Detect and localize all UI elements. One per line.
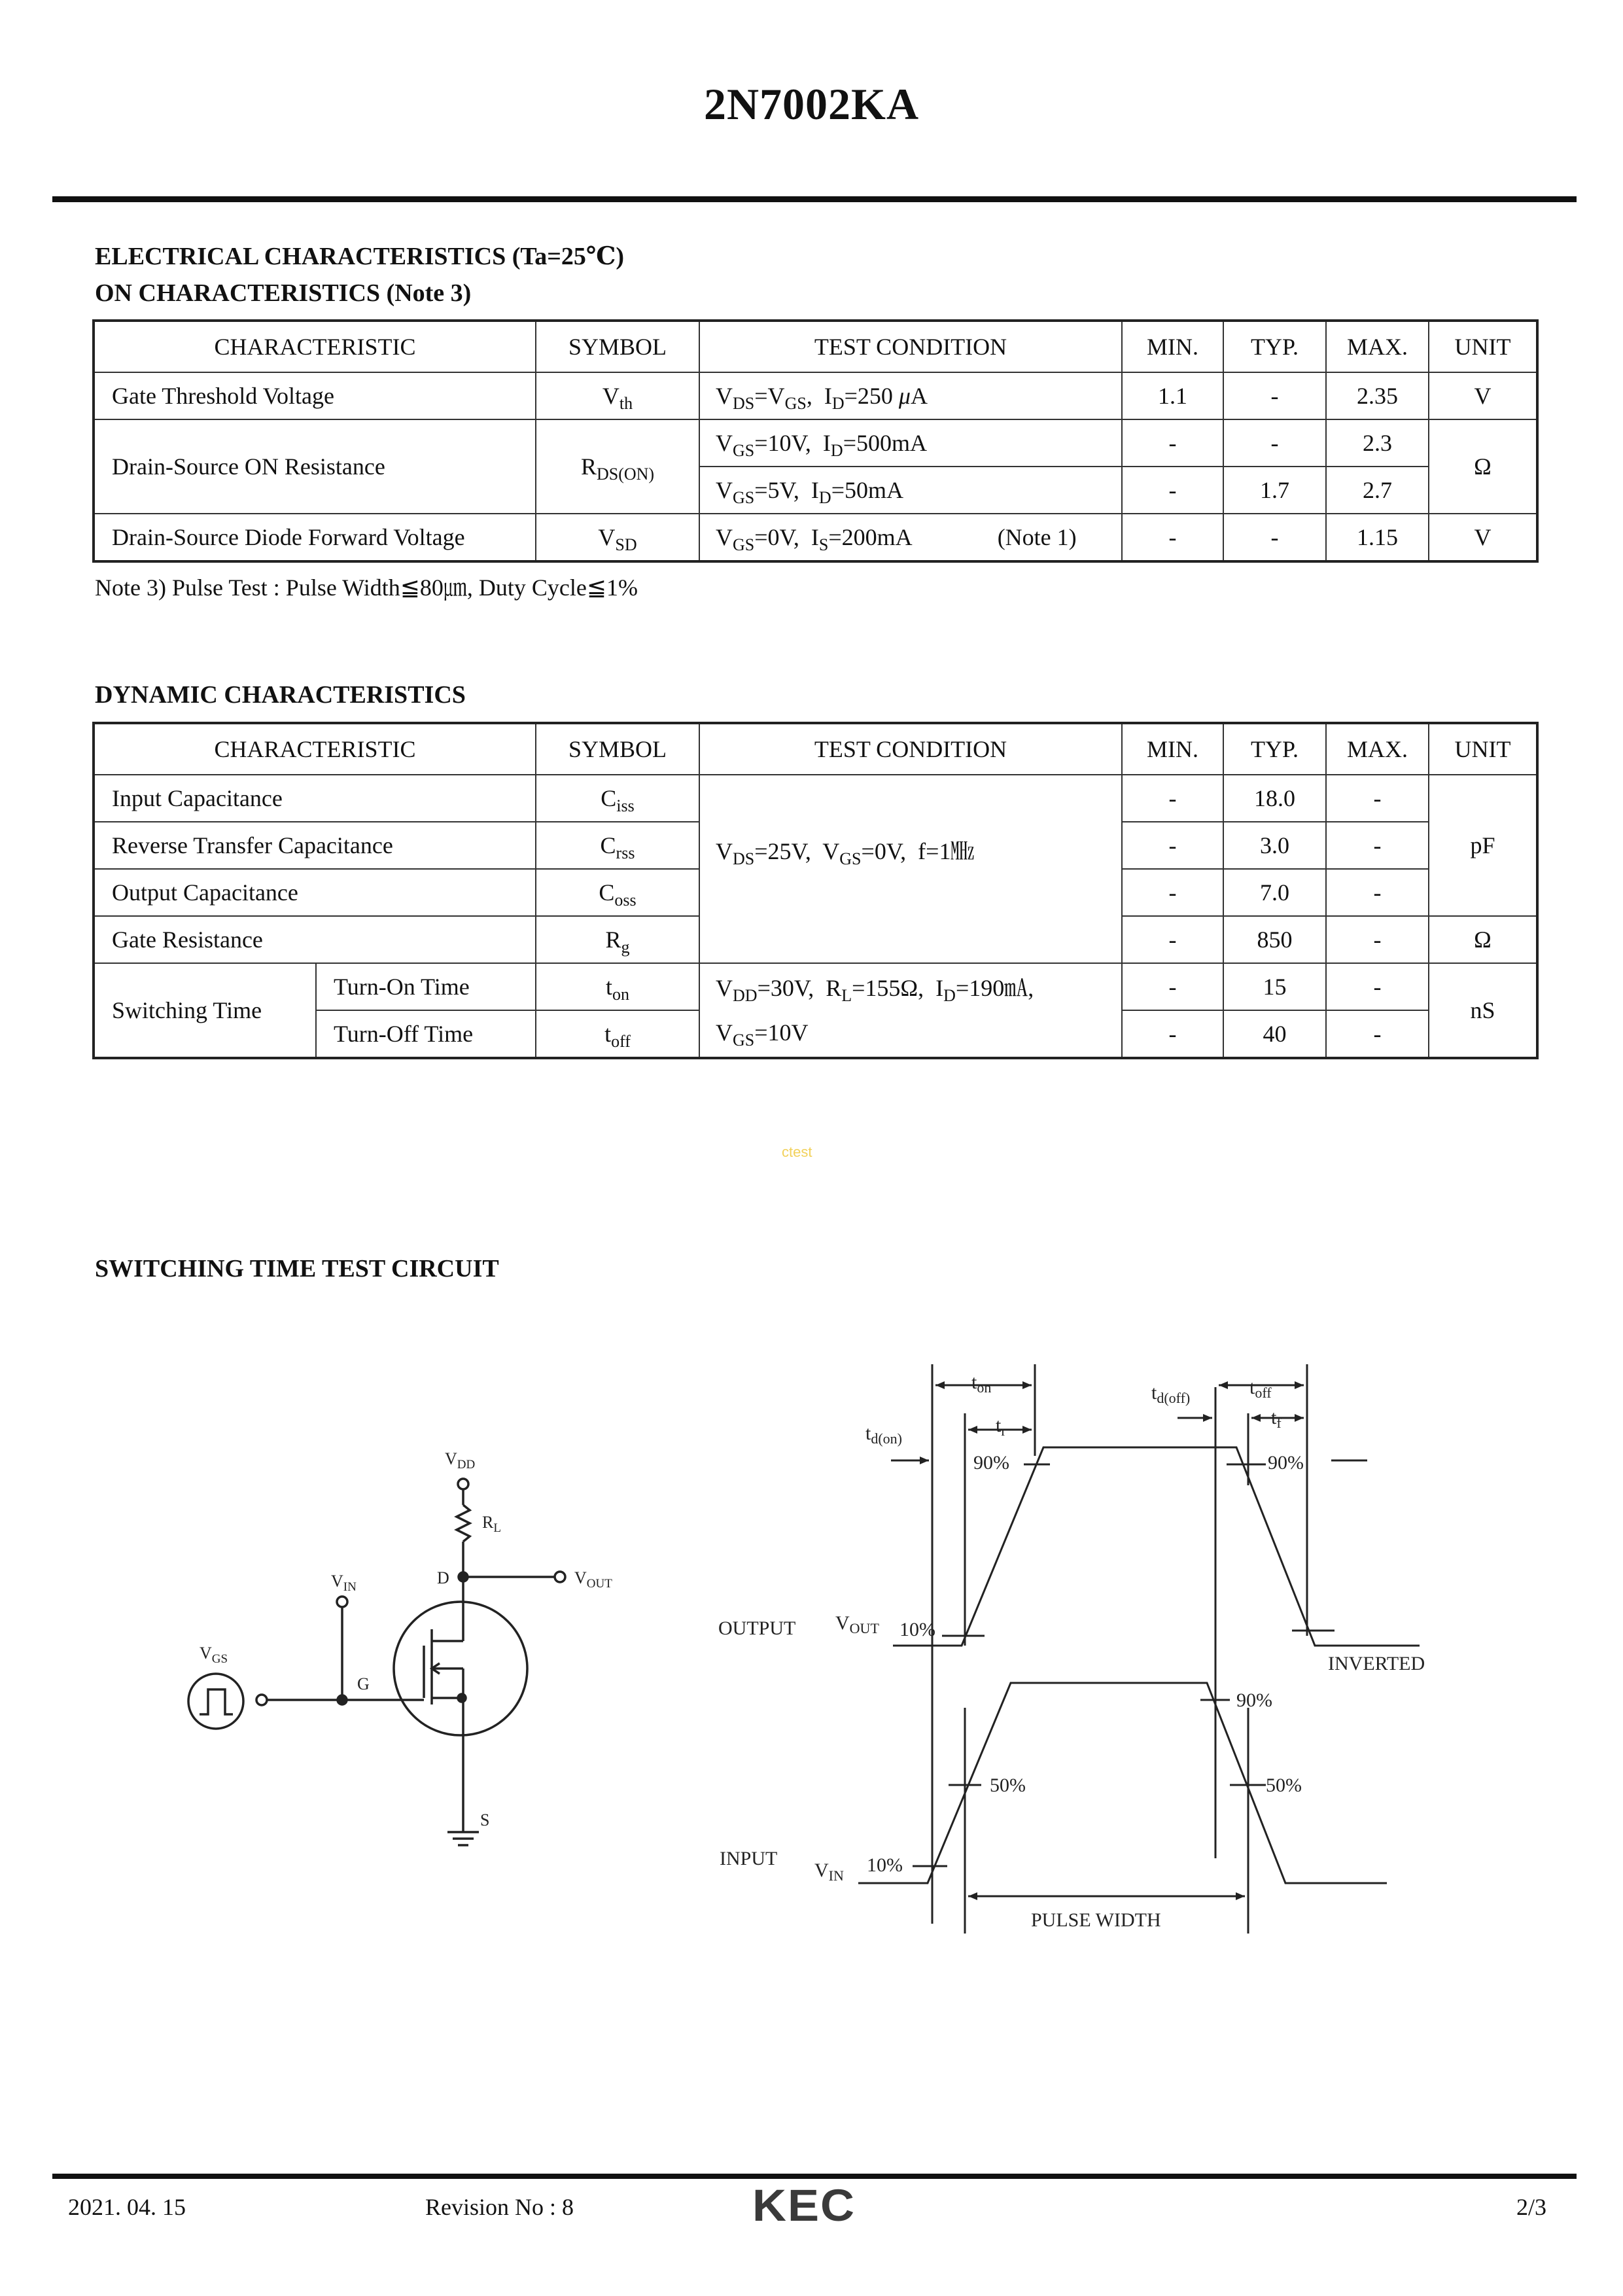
unit-value: pF (1429, 775, 1537, 916)
svg-text:toff: $t_{off}$ (1249, 1377, 1272, 1401)
symbol: $C_{oss}$ (536, 869, 699, 916)
max-value: - (1326, 963, 1429, 1010)
circuit-title: SWITCHING TIME TEST CIRCUIT (95, 1255, 499, 1282)
footer-revision: Revision No : 8 (425, 2194, 574, 2220)
footer-date: 2021. 04. 15 (68, 2194, 186, 2220)
min-value: - (1122, 822, 1223, 869)
typ-value: 1.7 (1223, 467, 1326, 514)
input-waveform (858, 1683, 1387, 1883)
pulse-test-note: Note 3) Pulse Test : Pulse Width≦80㎛, Duty Cycle≦1% (95, 574, 638, 601)
max-value: - (1326, 822, 1429, 869)
max-value: 2.3 (1326, 419, 1429, 467)
col-test-condition: TEST CONDITION (699, 723, 1122, 775)
min-value: - (1122, 775, 1223, 822)
svg-text:VIN: $V_{IN}$ (331, 1572, 357, 1594)
symbol: $t_{off}$ (536, 1010, 699, 1058)
col-test-condition: TEST CONDITION (699, 321, 1122, 372)
col-unit: UNIT (1429, 723, 1537, 775)
label-50-b: 50% (1266, 1775, 1302, 1796)
typ-value: - (1223, 372, 1326, 419)
svg-text:VOUT: $V_{OUT}$ (574, 1568, 612, 1591)
col-symbol: SYMBOL (536, 723, 699, 775)
test-condition: $V_{DS}=25V$, $V_{GS}=0V$, f=1㎒ (699, 775, 1122, 963)
unit-value: nS (1429, 963, 1537, 1058)
inverted-label: INVERTED (1328, 1653, 1425, 1674)
symbol: $V_{SD}$ (536, 514, 699, 561)
symbol: $t_{on}$ (536, 963, 699, 1010)
label-90-a: 90% (973, 1452, 1009, 1474)
pulse-width-label: PULSE WIDTH (1031, 1909, 1161, 1931)
characteristic: Gate Resistance (94, 916, 536, 963)
sub-characteristic: Turn-On Time (316, 963, 536, 1010)
svg-text:td(on): $t_{d(on)}$ (865, 1422, 902, 1447)
col-min: MIN. (1122, 723, 1223, 775)
min-value: 1.1 (1122, 372, 1223, 419)
svg-text:G: G (357, 1674, 370, 1693)
col-characteristic: CHARACTERISTIC (94, 321, 536, 372)
col-max: MAX. (1326, 321, 1429, 372)
col-characteristic: CHARACTERISTIC (94, 723, 536, 775)
symbol: $C_{rss}$ (536, 822, 699, 869)
typ-value: 18.0 (1223, 775, 1326, 822)
label-90-c: 90% (1236, 1689, 1272, 1711)
test-condition: $V_{GS}=5V$, $I_D=50mA$ (699, 467, 1122, 514)
svg-text:S: S (480, 1810, 490, 1829)
footer-page: 2/3 (1516, 2194, 1547, 2220)
characteristic: Drain-Source Diode Forward Voltage (94, 514, 536, 561)
min-value: - (1122, 467, 1223, 514)
min-value: - (1122, 869, 1223, 916)
label-90-b: 90% (1268, 1452, 1304, 1474)
kec-logo: KEC (752, 2181, 856, 2231)
characteristic: Switching Time (94, 963, 316, 1058)
typ-value: 850 (1223, 916, 1326, 963)
test-condition: $V_{DS}=V_{GS}$, $I_D=250$ μA (699, 372, 1122, 419)
typ-value: 40 (1223, 1010, 1326, 1058)
svg-text:tf: $t_f$ (1271, 1407, 1282, 1431)
typ-value: 15 (1223, 963, 1326, 1010)
max-value: - (1326, 1010, 1429, 1058)
symbol: $C_{iss}$ (536, 775, 699, 822)
unit-value: Ω (1429, 916, 1537, 963)
min-value: - (1122, 963, 1223, 1010)
symbol: $R_g$ (536, 916, 699, 963)
col-min: MIN. (1122, 321, 1223, 372)
characteristic: Output Capacitance (94, 869, 536, 916)
max-value: - (1326, 916, 1429, 963)
typ-value: - (1223, 419, 1326, 467)
typ-value: 7.0 (1223, 869, 1326, 916)
max-value: 2.7 (1326, 467, 1429, 514)
svg-text:td(off): $t_{d(off)}$ (1151, 1382, 1191, 1406)
svg-text:ton: $t_{on}$ (971, 1371, 992, 1396)
svg-text:VGS: $V_{GS}$ (200, 1644, 228, 1666)
label-10-b: 10% (867, 1854, 903, 1876)
unit-value: V (1429, 514, 1537, 561)
min-value: - (1122, 1010, 1223, 1058)
label-50-a: 50% (990, 1775, 1026, 1796)
symbol: $R_{DS(ON)}$ (536, 419, 699, 514)
electrical-title: ELECTRICAL CHARACTERISTICS (Ta=25℃) (95, 243, 625, 270)
symbol: $V_{th}$ (536, 372, 699, 419)
max-value: 1.15 (1326, 514, 1429, 561)
max-value: 2.35 (1326, 372, 1429, 419)
svg-text:VDD: $V_{DD}$ (445, 1449, 476, 1472)
output-waveform (893, 1447, 1420, 1646)
typ-value: 3.0 (1223, 822, 1326, 869)
svg-text:tr: $t_r$ (996, 1415, 1006, 1439)
characteristic: Drain-Source ON Resistance (94, 419, 536, 514)
footer-rule (52, 2174, 1577, 2179)
svg-text:RL: $R_L$ (482, 1513, 501, 1535)
unit-value: Ω (1429, 419, 1537, 514)
min-value: - (1122, 916, 1223, 963)
max-value: - (1326, 775, 1429, 822)
svg-text:D: D (437, 1568, 449, 1587)
watermark: ctest (782, 1144, 812, 1160)
sub-characteristic: Turn-Off Time (316, 1010, 536, 1058)
svg-text:VIN: $V_{IN}$ (814, 1860, 844, 1884)
characteristic: Reverse Transfer Capacitance (94, 822, 536, 869)
min-value: - (1122, 419, 1223, 467)
col-max: MAX. (1326, 723, 1429, 775)
on-characteristics-title: ON CHARACTERISTICS (Note 3) (95, 279, 472, 307)
min-value: - (1122, 514, 1223, 561)
col-unit: UNIT (1429, 321, 1537, 372)
output-label: OUTPUT (718, 1617, 796, 1639)
test-condition: $V_{DD}=30V$, $R_L=155\Omega$, $I_D=190㎃$, $V_{GS}=10V$ (699, 963, 1122, 1058)
col-typ: TYP. (1223, 723, 1326, 775)
unit-value: V (1429, 372, 1537, 419)
characteristic: Gate Threshold Voltage (94, 372, 536, 419)
typ-value: - (1223, 514, 1326, 561)
characteristic: Input Capacitance (94, 775, 536, 822)
svg-text:VOUT: $V_{OUT}$ (835, 1612, 879, 1636)
dynamic-title: DYNAMIC CHARACTERISTICS (95, 681, 466, 709)
col-symbol: SYMBOL (536, 321, 699, 372)
col-typ: TYP. (1223, 321, 1326, 372)
label-10-a: 10% (899, 1619, 935, 1640)
page-title: 2N7002KA (703, 79, 920, 129)
input-label: INPUT (720, 1848, 778, 1869)
max-value: - (1326, 869, 1429, 916)
test-condition: $V_{GS}=0V$, $I_S=200mA$ (Note 1) (699, 514, 1122, 561)
test-condition: $V_{GS}=10V$, $I_D=500mA$ (699, 419, 1122, 467)
